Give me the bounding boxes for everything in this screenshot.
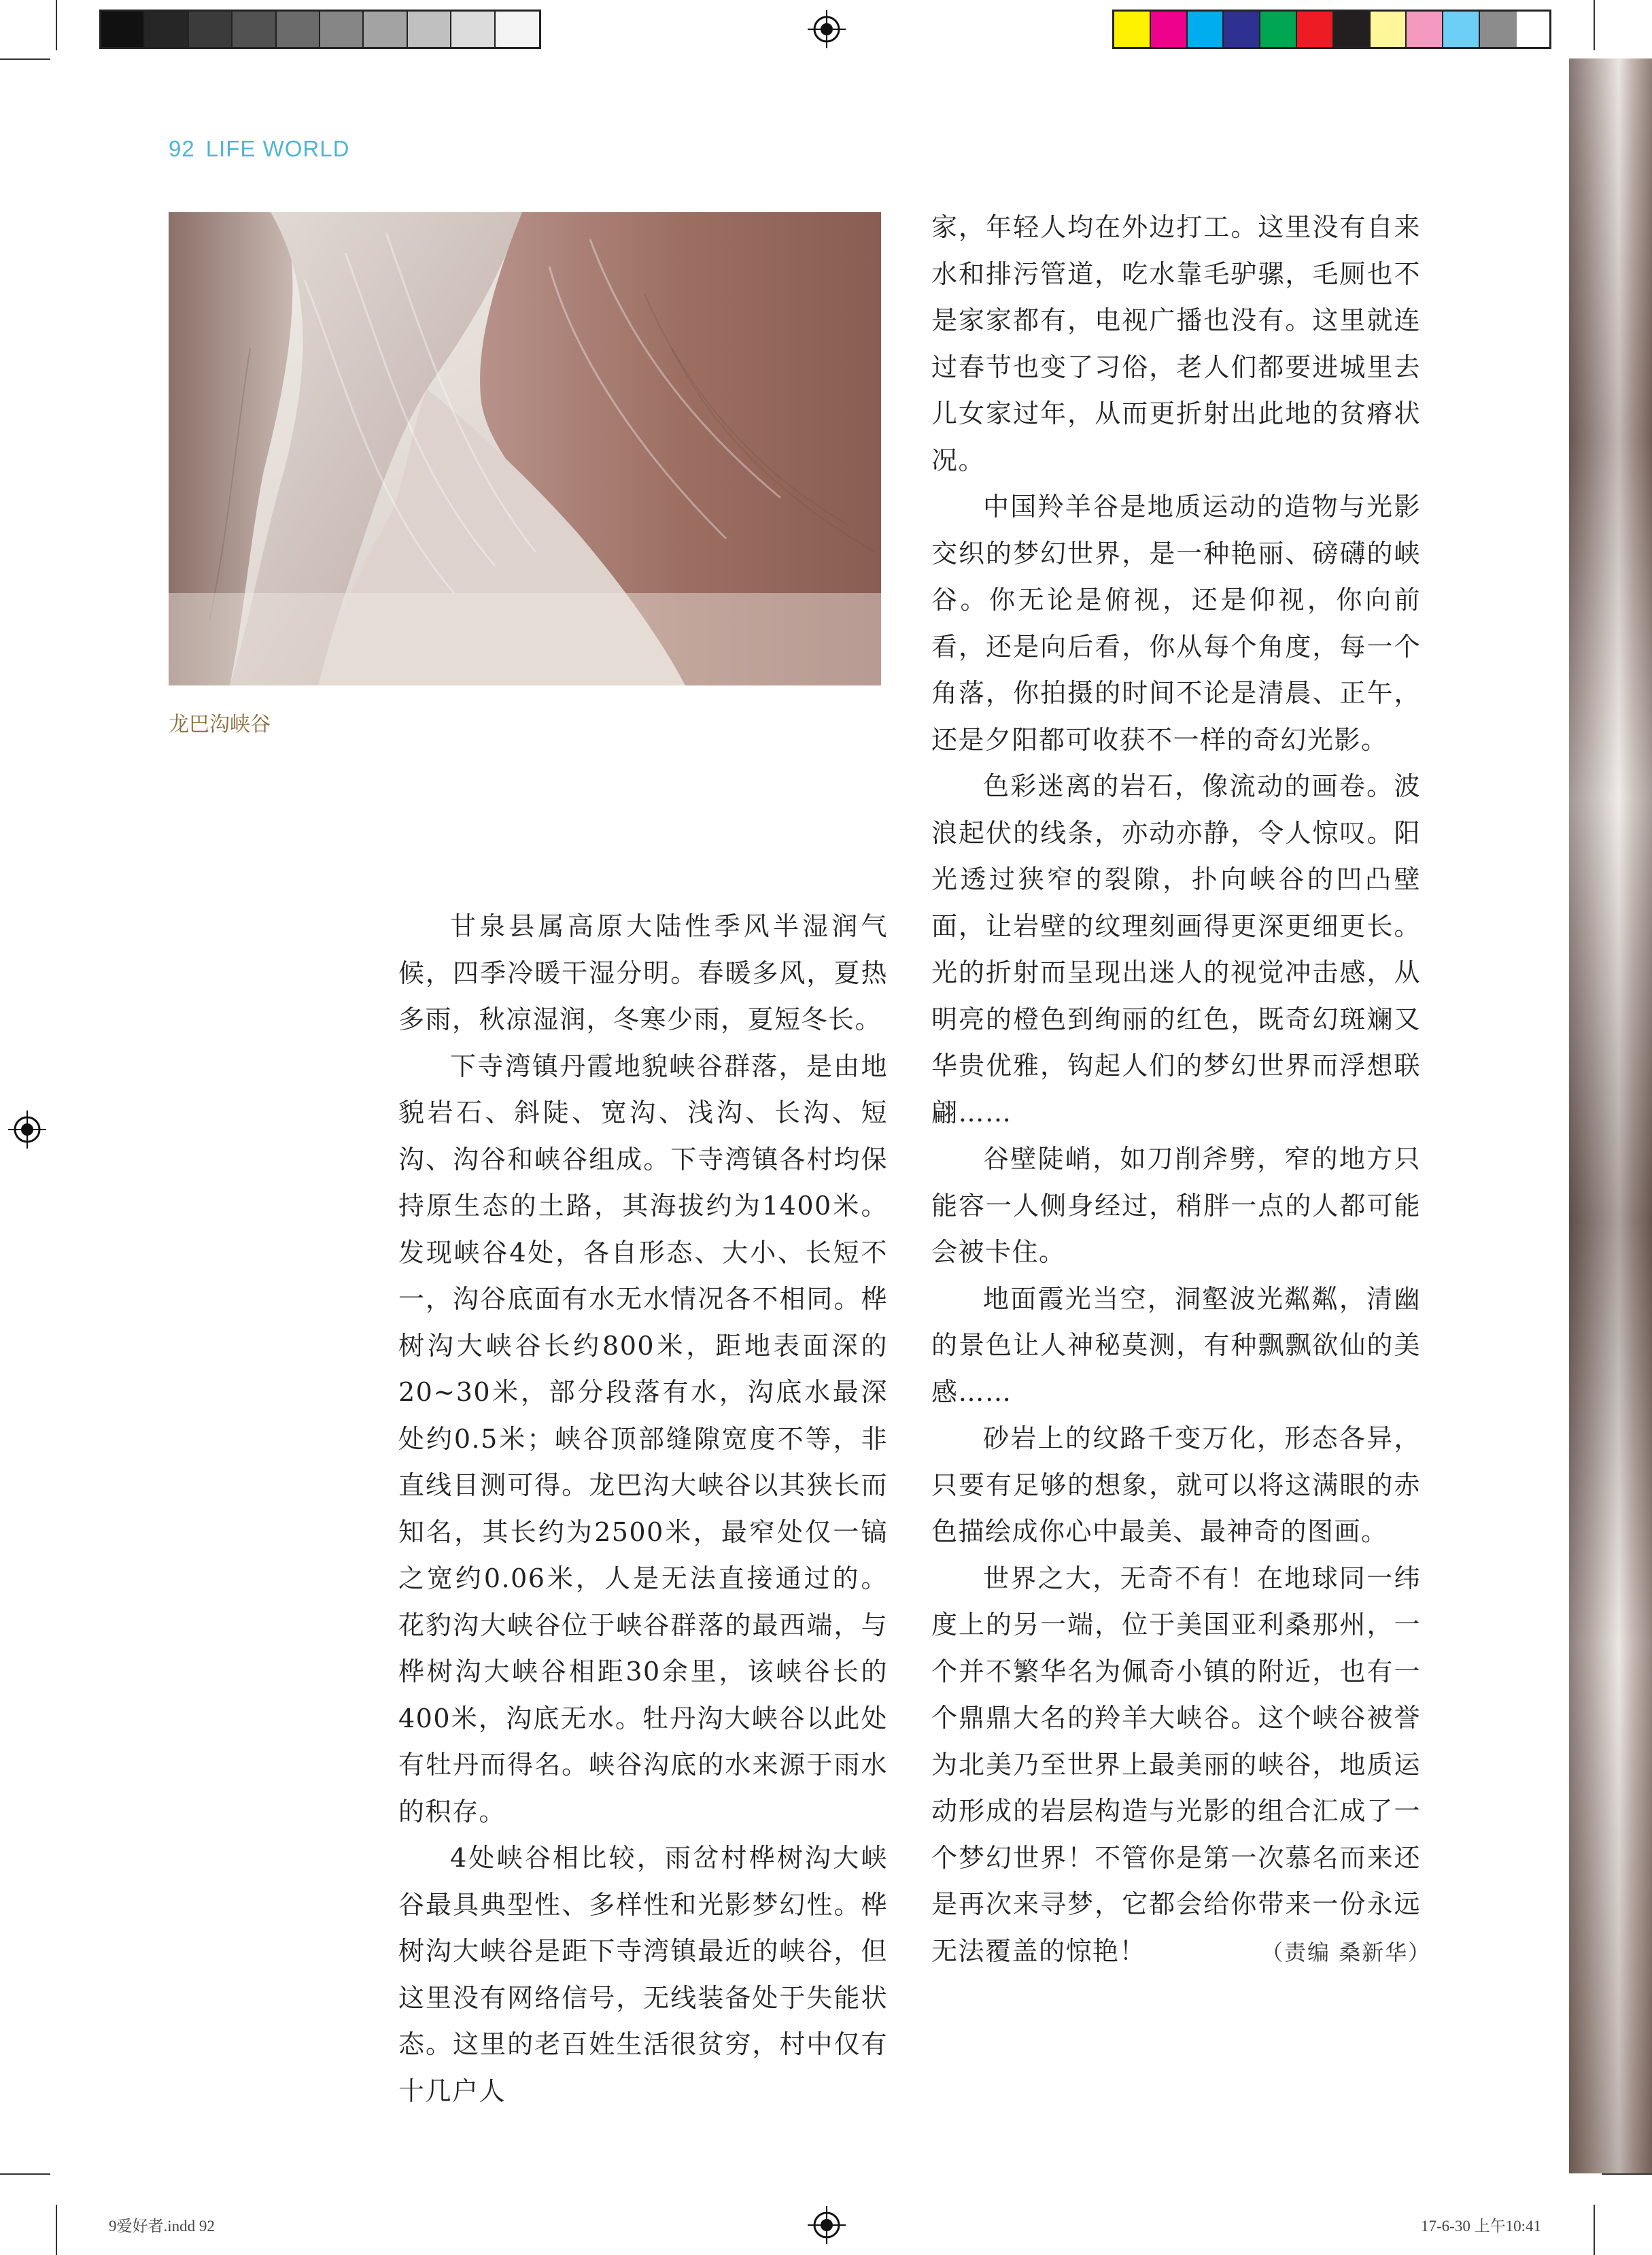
paragraph: 甘泉县属高原大陆性季风半湿润气候，四季冷暖干湿分明。春暖多风，夏热多雨，秋凉湿润，冬寒少雨，夏短冬长。	[398, 911, 888, 1034]
color-swatch	[364, 12, 407, 47]
section-title: LIFE WORLD	[205, 136, 350, 161]
process-color-bar	[1112, 10, 1551, 49]
color-swatch	[1371, 12, 1407, 47]
crop-mark	[0, 2173, 50, 2175]
registration-mark-icon	[808, 2206, 846, 2244]
registration-mark-icon	[808, 10, 846, 48]
color-swatch	[320, 12, 364, 47]
color-swatch	[1114, 12, 1151, 47]
file-slug: 9爱好者.indd 92	[109, 2218, 215, 2235]
crop-mark	[1602, 2173, 1652, 2175]
color-swatch	[1480, 12, 1517, 47]
grayscale-color-bar	[99, 10, 541, 49]
color-swatch	[408, 12, 451, 47]
photo-caption: 龙巴沟峡谷	[169, 713, 271, 736]
print-timestamp: 17-6-30 上午10:41	[1421, 2218, 1541, 2235]
left-text-column	[398, 903, 888, 2114]
color-swatch	[277, 12, 320, 47]
color-swatch	[451, 12, 495, 47]
color-swatch	[496, 12, 539, 47]
color-swatch	[1334, 12, 1371, 47]
paragraph: 下寺湾镇丹霞地貌峡谷群落，是由地貌岩石、斜陡、宽沟、浅沟、长沟、短沟、沟谷和峡谷组成。下寺湾镇各村均保持原生态的土路，其海拔约为1400米。发现峡谷4处，各自形态、大小、长短不一，沟谷底面有水无水情况各不相同。桦树沟大峡谷长约800米，距地表面深的20~30米，部分段落有水，沟底水最深处约0.5米；峡谷顶部缝隙宽度不等，非直线目测可得。龙巴沟大峡谷以其狭长而知名，其长约为2500米，最窄处仅一镐之宽约0.06米，人是无法直接通过的。花豹沟大峡谷位于峡谷群落的最西端，与桦树沟大峡谷相距30余里，该峡谷长的400米，沟底无水。牡丹沟大峡谷以此处有牡丹而得名。峡谷沟底的水来源于雨水的积存。	[398, 1051, 888, 1827]
crop-mark	[0, 58, 50, 60]
running-header	[169, 136, 360, 162]
paragraph: 世界之大，无奇不有！在地球同一纬度上的另一端，位于美国亚利桑那州，一个并不繁华名为佩奇小镇的附近，也有一个鼎鼎大名的羚羊大峡谷。这个峡谷被誉为北美乃至世界上最美丽的峡谷，地质运动形成的岩层构造与光影的组合汇成了一个梦幻世界！不管你是第一次慕名而来还是再次来寻梦，它都会给你带来一份永远无法覆盖的惊艳！	[931, 1563, 1421, 1966]
crop-mark	[56, 0, 57, 50]
paragraph: 地面霞光当空，洞壑波光粼粼，清幽的景色让人神秘莫测，有种飘飘欲仙的美感……	[931, 1283, 1421, 1407]
editor-credit: （责编 桑新华）	[1261, 1939, 1432, 1965]
paragraph: 砂岩上的纹路千变万化，形态各异，只要有足够的想象，就可以将这满眼的赤色描绘成你心中最美、最神奇的图画。	[931, 1423, 1421, 1546]
color-swatch	[1188, 12, 1224, 47]
paragraph: 家，年轻人均在外边打工。这里没有自来水和排污管道，吃水靠毛驴骡，毛厕也不是家家都有，电视广播也没有。这里就连过春节也变了习俗，老人们都要进城里去儿女家过年，从而更折射出此地的贫瘠状况。	[931, 212, 1421, 475]
crop-mark	[1594, 0, 1595, 50]
color-swatch	[145, 12, 188, 47]
paragraph: 中国羚羊谷是地质运动的造物与光影交织的梦幻世界，是一种艳丽、磅礴的峡谷。你无论是俯视，还是仰视，你向前看，还是向后看，你从每个角度，每一个角落，你拍摄的时间不论是清晨、正午，还是夕阳都可收获不一样的奇幻光影。	[931, 492, 1421, 755]
color-swatch	[1260, 12, 1297, 47]
paragraph: 色彩迷离的岩石，像流动的画卷。波浪起伏的线条，亦动亦静，令人惊叹。阳光透过狭窄的裂隙，扑向峡谷的凹凸壁面，让岩壁的纹理刻画得更深更细更长。光的折射而呈现出迷人的视觉冲击感，从明亮的橙色到绚丽的红色，既奇幻斑斓又华贵优雅，钩起人们的梦幻世界而浮想联翩……	[931, 771, 1421, 1128]
registration-mark-icon	[8, 1110, 46, 1149]
color-swatch	[233, 12, 276, 47]
color-swatch	[1297, 12, 1334, 47]
color-swatch	[1151, 12, 1188, 47]
canyon-photo	[169, 212, 881, 685]
crop-mark	[56, 2205, 57, 2255]
color-swatch	[1407, 12, 1443, 47]
page-number: 92	[169, 136, 195, 161]
bleed-photo-shading	[1569, 58, 1652, 2173]
crop-mark	[1594, 2205, 1595, 2255]
color-swatch	[189, 12, 233, 47]
right-text-column	[931, 204, 1421, 1974]
color-swatch	[101, 12, 145, 47]
color-swatch	[1443, 12, 1480, 47]
paragraph: 谷壁陡峭，如刀削斧劈，窄的地方只能容一人侧身经过，稍胖一点的人都可能会被卡住。	[931, 1144, 1421, 1267]
color-swatch	[1224, 12, 1260, 47]
paragraph: 4处峡谷相比较，雨岔村桦树沟大峡谷最具典型性、多样性和光影梦幻性。桦树沟大峡谷是距下寺湾镇最近的峡谷，但这里没有网络信号，无线装备处于失能状态。这里的老百姓生活很贫穷，村中仅有十几户人	[398, 1843, 888, 2106]
